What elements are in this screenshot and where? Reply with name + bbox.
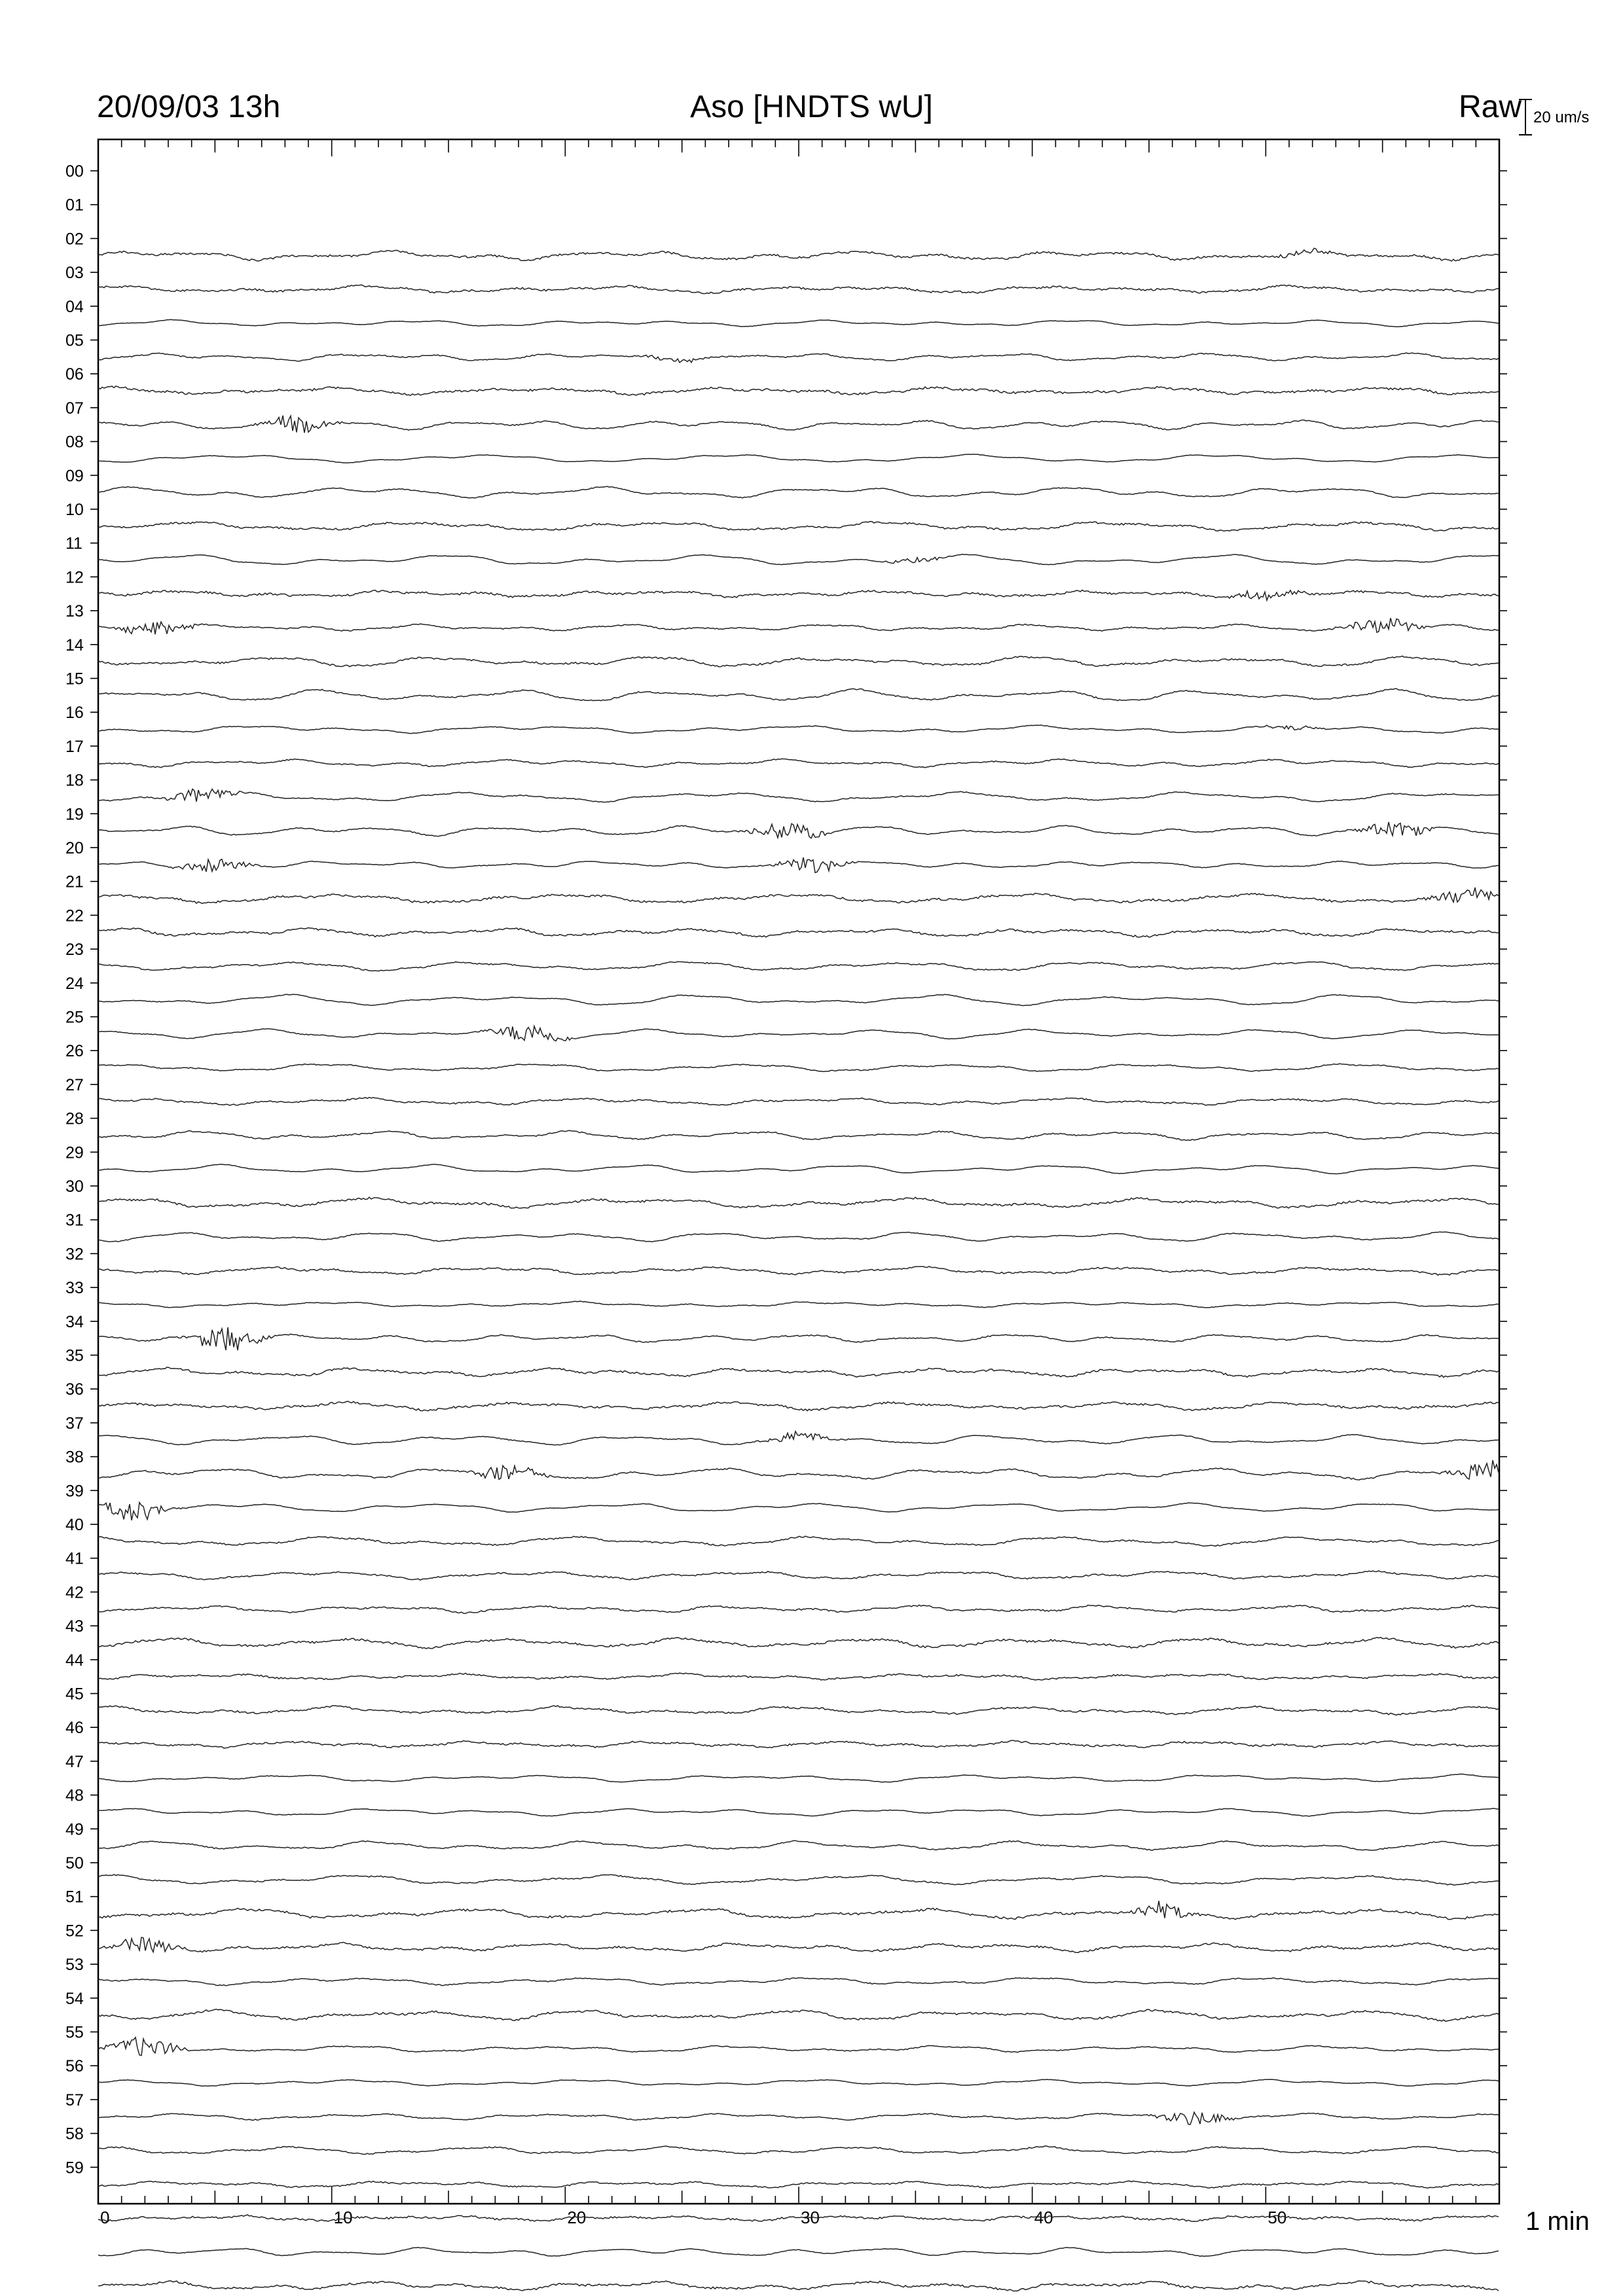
row-label: 15	[65, 670, 84, 689]
trace-overflow	[98, 2281, 1499, 2291]
trace-12	[98, 590, 1499, 601]
row-label: 28	[65, 1109, 84, 1128]
trace-35	[98, 1367, 1499, 1377]
row-label: 16	[65, 704, 84, 723]
trace-30	[98, 1197, 1499, 1208]
row-label: 10	[65, 501, 84, 519]
row-label: 42	[65, 1583, 84, 1602]
row-label: 01	[65, 196, 84, 215]
trace-48	[98, 1808, 1499, 1816]
row-label: 47	[65, 1752, 84, 1771]
row-label: 21	[65, 872, 84, 891]
row-label: 19	[65, 805, 84, 824]
trace-58	[98, 2146, 1499, 2155]
trace-37	[98, 1431, 1499, 1445]
trace-51	[98, 1901, 1499, 1920]
row-label: 04	[65, 297, 84, 316]
row-label: 45	[65, 1685, 84, 1704]
row-label: 51	[65, 1888, 84, 1907]
row-label: 24	[65, 974, 84, 993]
row-label: 55	[65, 2023, 84, 2042]
trace-43	[98, 1638, 1499, 1649]
trace-45	[98, 1706, 1499, 1715]
row-label: 31	[65, 1211, 84, 1230]
trace-28	[98, 1130, 1499, 1140]
plot-station-title: Aso [HNDTS wU]	[690, 90, 933, 124]
trace-10	[98, 522, 1499, 531]
x-tick-label: 30	[801, 2208, 820, 2227]
trace-47	[98, 1774, 1499, 1783]
trace-55	[98, 2037, 1499, 2056]
x-tick-label: 0	[100, 2208, 110, 2227]
trace-08	[98, 454, 1499, 463]
trace-23	[98, 961, 1499, 971]
row-label: 30	[65, 1177, 84, 1196]
row-label: 27	[65, 1075, 84, 1094]
trace-38	[98, 1460, 1499, 1480]
row-label: 38	[65, 1448, 84, 1467]
row-label: 43	[65, 1617, 84, 1636]
trace-29	[98, 1164, 1499, 1174]
row-label: 11	[65, 534, 82, 553]
trace-46	[98, 1740, 1499, 1748]
row-label: 00	[65, 162, 84, 181]
trace-18	[98, 789, 1499, 802]
row-label: 52	[65, 1922, 84, 1941]
row-label: 32	[65, 1245, 84, 1264]
trace-53	[98, 1978, 1499, 1986]
trace-06	[98, 386, 1499, 395]
row-label: 53	[65, 1956, 84, 1975]
row-label: 36	[65, 1380, 84, 1399]
trace-33	[98, 1301, 1499, 1308]
trace-26	[98, 1064, 1499, 1071]
trace-54	[98, 2009, 1499, 2022]
trace-13	[98, 618, 1499, 634]
amplitude-scale-label: 20 um/s	[1533, 109, 1590, 126]
trace-40	[98, 1536, 1499, 1546]
trace-16	[98, 725, 1499, 734]
row-label: 14	[65, 636, 84, 655]
row-label: 40	[65, 1516, 84, 1534]
trace-15	[98, 689, 1499, 701]
row-label: 41	[65, 1549, 84, 1568]
row-label: 03	[65, 264, 84, 283]
row-label: 56	[65, 2057, 84, 2076]
x-axis-unit-label: 1 min	[1525, 2207, 1590, 2236]
x-tick-label: 20	[567, 2208, 587, 2227]
row-label: 18	[65, 771, 84, 790]
row-label: 13	[65, 602, 84, 621]
x-tick-label: 50	[1267, 2208, 1287, 2227]
trace-22	[98, 928, 1499, 937]
trace-31	[98, 1232, 1499, 1242]
x-tick-label: 10	[333, 2208, 353, 2227]
trace-41	[98, 1571, 1499, 1580]
trace-05	[98, 353, 1499, 363]
row-label: 17	[65, 737, 84, 756]
trace-39	[98, 1503, 1499, 1520]
trace-42	[98, 1605, 1499, 1613]
row-label: 29	[65, 1143, 84, 1162]
trace-overflow	[98, 2248, 1499, 2257]
row-label: 49	[65, 1820, 84, 1839]
row-label: 57	[65, 2090, 84, 2109]
trace-20	[98, 857, 1499, 872]
trace-25	[98, 1026, 1499, 1041]
trace-32	[98, 1266, 1499, 1275]
trace-09	[98, 486, 1499, 498]
row-label: 46	[65, 1719, 84, 1738]
row-label: 05	[65, 331, 84, 350]
row-label: 06	[65, 365, 84, 384]
trace-04	[98, 319, 1499, 327]
trace-overflow	[98, 2215, 1499, 2221]
plot-mode-label: Raw	[1458, 90, 1522, 124]
trace-02	[98, 248, 1499, 261]
row-label: 25	[65, 1008, 84, 1027]
trace-49	[98, 1840, 1499, 1850]
trace-36	[98, 1401, 1499, 1411]
plot-date-hour: 20/09/03 13h	[97, 90, 281, 124]
trace-56	[98, 2079, 1499, 2086]
trace-11	[98, 554, 1499, 565]
trace-27	[98, 1098, 1499, 1105]
row-label: 39	[65, 1482, 84, 1501]
trace-50	[98, 1874, 1499, 1885]
row-label: 50	[65, 1854, 84, 1873]
row-label: 59	[65, 2159, 84, 2178]
row-label: 23	[65, 941, 84, 960]
row-label: 37	[65, 1414, 84, 1433]
trace-17	[98, 759, 1499, 767]
row-label: 54	[65, 1989, 84, 2008]
trace-14	[98, 656, 1499, 666]
row-label: 34	[65, 1312, 84, 1331]
trace-19	[98, 822, 1499, 838]
row-label: 02	[65, 230, 84, 249]
trace-34	[98, 1327, 1499, 1350]
row-label: 58	[65, 2125, 84, 2144]
row-label: 48	[65, 1786, 84, 1805]
trace-07	[98, 416, 1499, 433]
trace-21	[98, 888, 1499, 903]
row-label: 12	[65, 568, 84, 587]
row-label: 09	[65, 467, 84, 486]
trace-44	[98, 1673, 1499, 1680]
row-label: 08	[65, 433, 84, 452]
trace-24	[98, 994, 1499, 1005]
trace-57	[98, 2112, 1499, 2125]
row-label: 33	[65, 1279, 84, 1298]
row-label: 44	[65, 1651, 84, 1670]
row-label: 22	[65, 906, 84, 925]
row-label: 20	[65, 839, 84, 857]
trace-03	[98, 285, 1499, 293]
row-label: 35	[65, 1346, 84, 1365]
trace-52	[98, 1937, 1499, 1952]
row-label: 07	[65, 399, 84, 418]
x-tick-label: 40	[1034, 2208, 1053, 2227]
row-label: 26	[65, 1042, 84, 1061]
